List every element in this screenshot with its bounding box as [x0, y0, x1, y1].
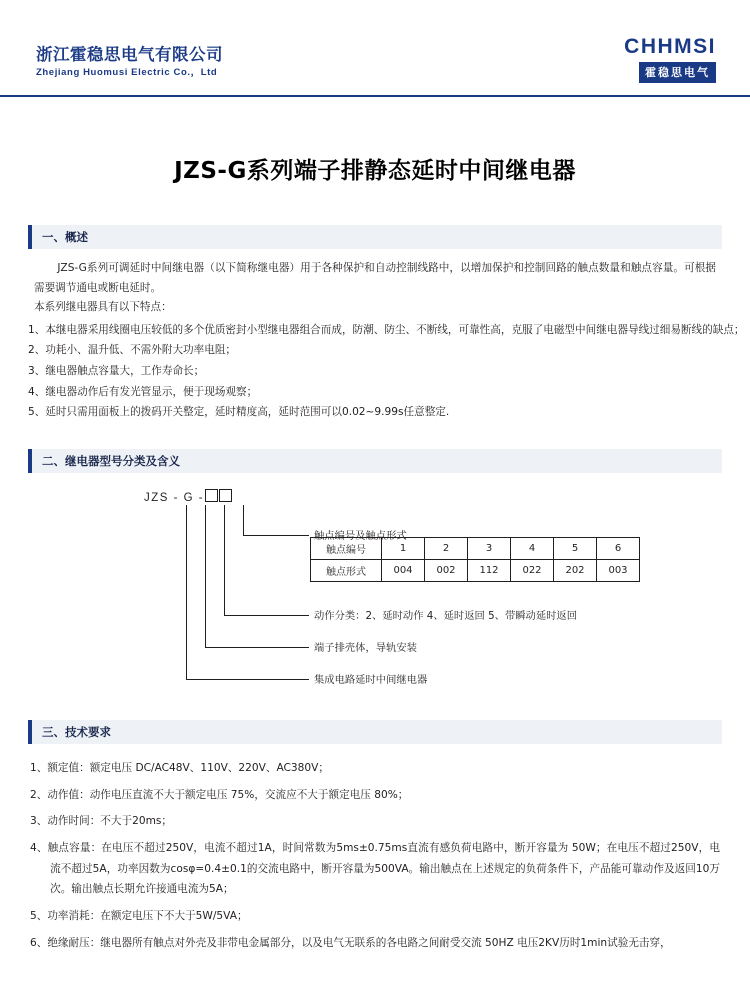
table-cell: 003: [597, 560, 640, 582]
table-cell: 2: [425, 538, 468, 560]
list-item: 2、动作值：动作电压直流不大于额定电压 75%，交流应不大于额定电压 80%；: [30, 788, 409, 801]
leader-line-v4: [186, 505, 187, 679]
list-item: 3、动作时间：不大于20ms；: [30, 815, 172, 828]
model-designation-diagram: [28, 489, 722, 694]
leader-line-v2: [224, 505, 225, 615]
list-item: 5、延时只需用面板上的拨码开关整定，延时精度高，延时范围可以0.02~9.99s任意整定.: [28, 406, 450, 419]
leader-line-v1: [243, 505, 244, 535]
table-cell: 002: [425, 560, 468, 582]
company-name-cn: 浙江霍稳思电气有限公司: [36, 45, 223, 64]
list-item: 3、继电器触点容量大，工作寿命长；: [28, 365, 205, 378]
list-item: 2、功耗小、温升低、不需外附大功率电阻；: [28, 344, 237, 357]
contact-form-table: [310, 537, 640, 582]
label-base: 集成电路延时中间继电器: [314, 674, 428, 687]
label-housing: 端子排壳体，导轨安装: [314, 642, 417, 655]
leader-line-h3: [205, 647, 309, 648]
company-logo: [624, 36, 716, 83]
document-header: [0, 0, 750, 96]
model-code-box-2: [219, 489, 232, 502]
table-row: [311, 560, 640, 582]
table-cell: 6: [597, 538, 640, 560]
overview-paragraph-2: 本系列继电器具有以下特点：: [34, 301, 172, 314]
label-action-type: 动作分类：2、延时动作 4、延时返回 5、带瞬动延时返回: [314, 610, 578, 623]
list-item: 1、额定值：额定电压 DC/AC48V、110V、220V、AC380V；: [30, 762, 329, 775]
model-code-box-1: [205, 489, 218, 502]
logo-wordmark: CHHMSI: [624, 35, 716, 58]
model-code-prefix: JZS - G -: [144, 492, 205, 505]
list-item: 4、继电器动作后有发光管显示，便于现场观察；: [28, 385, 258, 398]
row-header-contact-form: 触点形式: [311, 560, 382, 582]
table-cell: 5: [554, 538, 597, 560]
label-contact-no-form: 触点编号及触点形式: [314, 530, 407, 543]
leader-line-h1: [243, 535, 309, 536]
section-heading-tech: 三、技术要求: [28, 720, 722, 744]
table-cell: 3: [468, 538, 511, 560]
model-code: [144, 489, 232, 504]
table-cell: 022: [511, 560, 554, 582]
overview-paragraph-1: JZS-G系列可调延时中间继电器（以下简称继电器）用于各种保护和自动控制线路中，以增加保护和控制回路的触点数量和触点容量。可根据需要调节通电或断电延时。: [34, 262, 716, 294]
row-header-contact-no: 触点编号: [311, 538, 382, 560]
tech-requirement-list: [30, 758, 720, 953]
table-cell: 004: [382, 560, 425, 582]
list-item: 5、功率消耗：在额定电压下不大于5W/5VA；: [30, 910, 248, 922]
overview-feature-list: [0, 320, 750, 423]
logo-subtitle: 霍稳思电气: [639, 62, 716, 83]
leader-line-v3: [205, 505, 206, 647]
table-cell: 112: [468, 560, 511, 582]
table-row: [311, 538, 640, 560]
header-divider: [0, 95, 750, 97]
list-item: 4、触点容量：在电压不超过250V，电流不超过1A，时间常数为5ms±0.75ms直流有感负荷电路中，断开容量为 50W；在电压不超过250V，电流不超过5A，功率因数为cosφ=0.4±0.1的交流电路中，断开容量为500VA。输出触点在上述规定的负荷条件下，产品能可靠动作及返回10万次。输出触点长期允许接通电流为5A；: [30, 842, 720, 896]
leader-line-h2: [224, 615, 309, 616]
company-name-en: Zhejiang Huomusi Electric Co.，Ltd: [36, 67, 218, 78]
page-title: JZS-G系列端子排静态延时中间继电器: [174, 158, 576, 184]
section-heading-overview: 一、概述: [28, 225, 722, 249]
list-item: 1、本继电器采用线圈电压较低的多个优质密封小型继电器组合而成，防潮、防尘、不断线，可靠性高，克服了电磁型中间继电器导线过细易断线的缺点；: [28, 323, 745, 336]
table-cell: 1: [382, 538, 425, 560]
overview-body: [34, 259, 716, 318]
list-item: 6、绝缘耐压：继电器所有触点对外壳及非带电金属部分，以及电气无联系的各电路之间耐受交流 50HZ 电压2KV历时1min试验无击穿，: [30, 936, 671, 949]
table-cell: 202: [554, 560, 597, 582]
table-cell: 4: [511, 538, 554, 560]
section-heading-model: 二、继电器型号分类及含义: [28, 449, 722, 473]
leader-line-h4: [186, 679, 309, 680]
